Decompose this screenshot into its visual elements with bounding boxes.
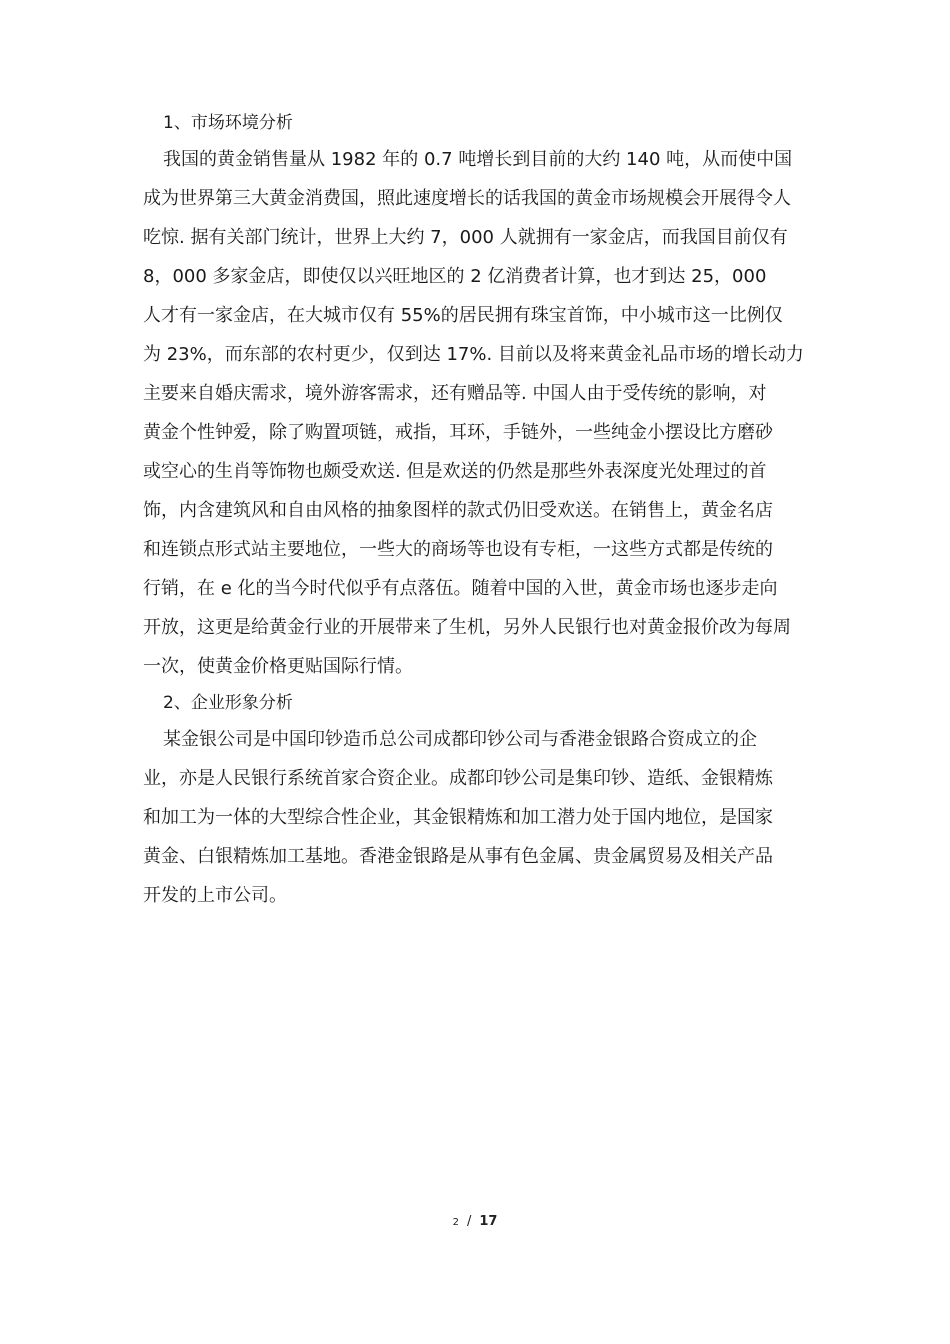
text-line: 吃惊. 据有关部门统计，世界上大约 7，000 人就拥有一家金店，而我国目前仅有 bbox=[143, 227, 788, 248]
text-line: 开发的上市公司。 bbox=[143, 885, 287, 906]
text-line: 或空心的生肖等饰物也颇受欢送. 但是欢送的仍然是那些外表深度光处理过的首 bbox=[143, 461, 767, 482]
current-page-number: 2 bbox=[452, 1217, 459, 1228]
text-line: 8，000 多家金店，即使仅以兴旺地区的 2 亿消费者计算，也才到达 25，000 bbox=[143, 266, 767, 287]
section-heading-corporate-image: 2、企业形象分析 bbox=[163, 693, 293, 713]
text-line: 和连锁点形式站主要地位，一些大的商场等也设有专柜，一这些方式都是传统的 bbox=[143, 539, 773, 560]
text-line: 成为世界第三大黄金消费国，照此速度增长的话我国的黄金市场规模会开展得令人 bbox=[143, 188, 791, 209]
text-line: 我国的黄金销售量从 1982 年的 0.7 吨增长到目前的大约 140 吨，从而使中国 bbox=[163, 149, 793, 170]
text-line: 黄金、白银精炼加工基地。香港金银路是从事有色金属、贵金属贸易及相关产品 bbox=[143, 846, 773, 867]
text-line: 行销，在 e 化的当今时代似乎有点落伍。随着中国的入世，黄金市场也逐步走向 bbox=[143, 578, 778, 599]
page-number-footer bbox=[0, 1212, 950, 1233]
section-heading-market: 1、市场环境分析 bbox=[163, 113, 293, 133]
text-line: 和加工为一体的大型综合性企业，其金银精炼和加工潜力处于国内地位，是国家 bbox=[143, 807, 773, 828]
text-line: 黄金个性钟爱，除了购置项链，戒指，耳环，手链外，一些纯金小摆设比方磨砂 bbox=[143, 422, 773, 443]
text-line: 业，亦是人民银行系统首家合资企业。成都印钞公司是集印钞、造纸、金银精炼 bbox=[143, 768, 773, 789]
page-separator: / bbox=[466, 1214, 472, 1229]
text-line: 主要来自婚庆需求，境外游客需求，还有赠品等. 中国人由于受传统的影响，对 bbox=[143, 383, 767, 404]
document-body bbox=[143, 106, 815, 915]
paragraph-corporate-image bbox=[143, 720, 815, 915]
total-page-count: 17 bbox=[479, 1214, 498, 1229]
text-line: 一次，使黄金价格更贴国际行情。 bbox=[143, 656, 413, 677]
paragraph-market-analysis bbox=[143, 140, 815, 686]
text-line: 开放，这更是给黄金行业的开展带来了生机，另外人民银行也对黄金报价改为每周 bbox=[143, 617, 791, 638]
text-line: 人才有一家金店，在大城市仅有 55%的居民拥有珠宝首饰，中小城市这一比例仅 bbox=[143, 305, 783, 326]
text-line: 某金银公司是中国印钞造币总公司成都印钞公司与香港金银路合资成立的企 bbox=[163, 729, 757, 750]
text-line: 饰，内含建筑风和自由风格的抽象图样的款式仍旧受欢送。在销售上，黄金名店 bbox=[143, 500, 773, 521]
text-line: 为 23%，而东部的农村更少，仅到达 17%. 目前以及将来黄金礼品市场的增长动力 bbox=[143, 344, 804, 365]
